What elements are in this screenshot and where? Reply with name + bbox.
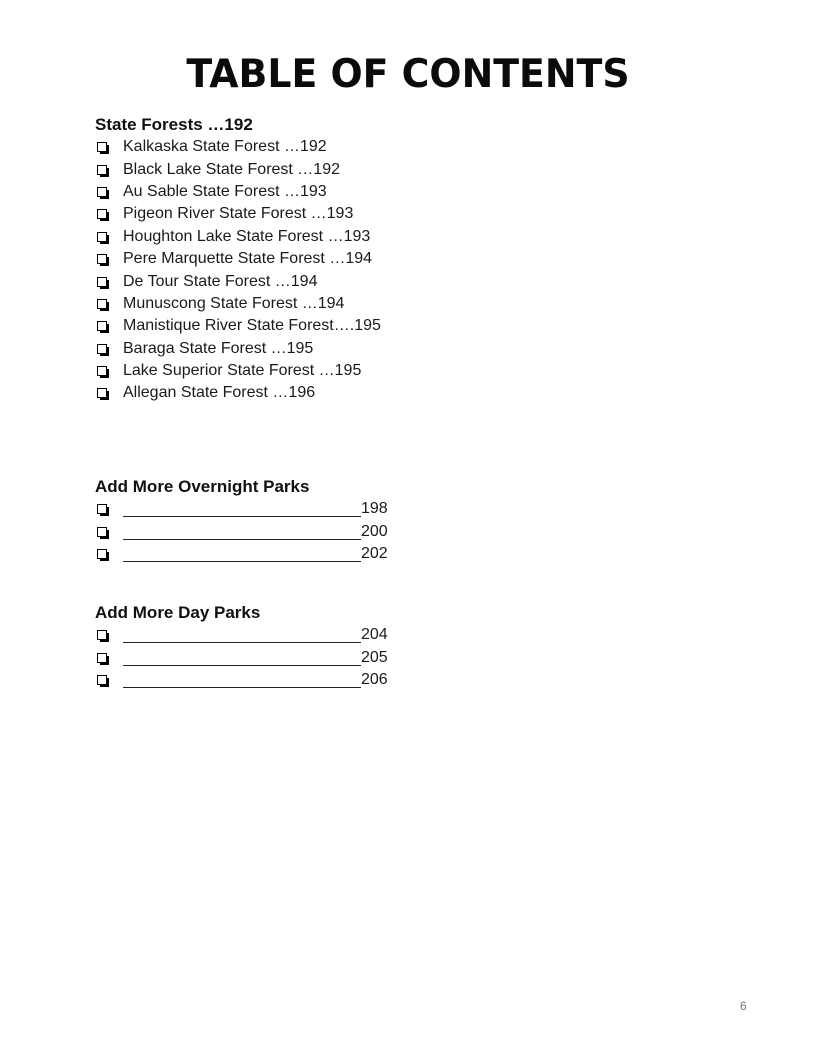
page-ref: 204 xyxy=(361,626,388,644)
entry-label: Lake Superior State Forest …195 xyxy=(123,362,362,380)
checkbox-icon[interactable] xyxy=(97,299,107,309)
list-item xyxy=(95,382,515,404)
entry-label: Pere Marquette State Forest …194 xyxy=(123,250,373,268)
list-item xyxy=(95,360,515,382)
checkbox-icon[interactable] xyxy=(97,675,107,685)
section-day-parks xyxy=(95,602,515,691)
entry-label: Black Lake State Forest …192 xyxy=(123,160,340,178)
blank-fill-line[interactable] xyxy=(123,672,361,688)
page-ref: 198 xyxy=(361,500,388,518)
checkbox-icon[interactable] xyxy=(97,344,107,354)
checkbox-icon[interactable] xyxy=(97,527,107,537)
checkbox-icon[interactable] xyxy=(97,388,107,398)
entry-label: Houghton Lake State Forest …193 xyxy=(123,227,371,245)
list-item xyxy=(95,270,515,292)
checkbox-icon[interactable] xyxy=(97,187,107,197)
list-item xyxy=(95,520,515,542)
entry-label: Munuscong State Forest …194 xyxy=(123,294,345,312)
list-item xyxy=(95,315,515,337)
page-ref: 200 xyxy=(361,522,388,540)
section-heading: Add More Day Parks xyxy=(95,603,261,622)
checkbox-icon[interactable] xyxy=(97,209,107,219)
list-item xyxy=(95,646,515,668)
checkbox-icon[interactable] xyxy=(97,277,107,287)
blank-fill-line[interactable] xyxy=(123,650,361,666)
checkbox-icon[interactable] xyxy=(97,653,107,663)
entry-label: Kalkaska State Forest …192 xyxy=(123,138,327,156)
list-item xyxy=(95,498,515,520)
list-item xyxy=(95,338,515,360)
blank-fill-line[interactable] xyxy=(123,524,361,540)
entry-label: Au Sable State Forest …193 xyxy=(123,182,327,200)
checkbox-icon[interactable] xyxy=(97,630,107,640)
page-ref: 202 xyxy=(361,544,388,562)
list-item xyxy=(95,181,515,203)
entry-label: Pigeon River State Forest …193 xyxy=(123,205,354,223)
checkbox-icon[interactable] xyxy=(97,165,107,175)
entry-label: Allegan State Forest …196 xyxy=(123,384,316,402)
blank-fill-line[interactable] xyxy=(123,501,361,517)
section-heading: State Forests …192 xyxy=(95,115,253,134)
entry-label: Manistique River State Forest….195 xyxy=(123,317,381,335)
checkbox-icon[interactable] xyxy=(97,254,107,264)
entry-label: Baraga State Forest …195 xyxy=(123,339,314,357)
blank-fill-line[interactable] xyxy=(123,546,361,562)
checkbox-icon[interactable] xyxy=(97,366,107,376)
list-item xyxy=(95,624,515,646)
blank-fill-line[interactable] xyxy=(123,627,361,643)
list-item xyxy=(95,669,515,691)
list-item xyxy=(95,203,515,225)
checkbox-icon[interactable] xyxy=(97,142,107,152)
list-item xyxy=(95,136,515,158)
page-number: 6 xyxy=(740,999,747,1013)
section-state-forests xyxy=(95,114,515,405)
section-overnight-parks xyxy=(95,476,515,565)
list-item xyxy=(95,543,515,565)
entry-label: De Tour State Forest …194 xyxy=(123,272,318,290)
page-ref: 205 xyxy=(361,648,388,666)
list-item xyxy=(95,226,515,248)
page-ref: 206 xyxy=(361,670,388,688)
checkbox-icon[interactable] xyxy=(97,549,107,559)
page-title: TABLE OF CONTENTS xyxy=(186,52,630,97)
checkbox-icon[interactable] xyxy=(97,504,107,514)
checkbox-icon[interactable] xyxy=(97,321,107,331)
list-item xyxy=(95,158,515,180)
list-item xyxy=(95,248,515,270)
checkbox-icon[interactable] xyxy=(97,232,107,242)
section-heading: Add More Overnight Parks xyxy=(95,477,310,496)
list-item xyxy=(95,293,515,315)
